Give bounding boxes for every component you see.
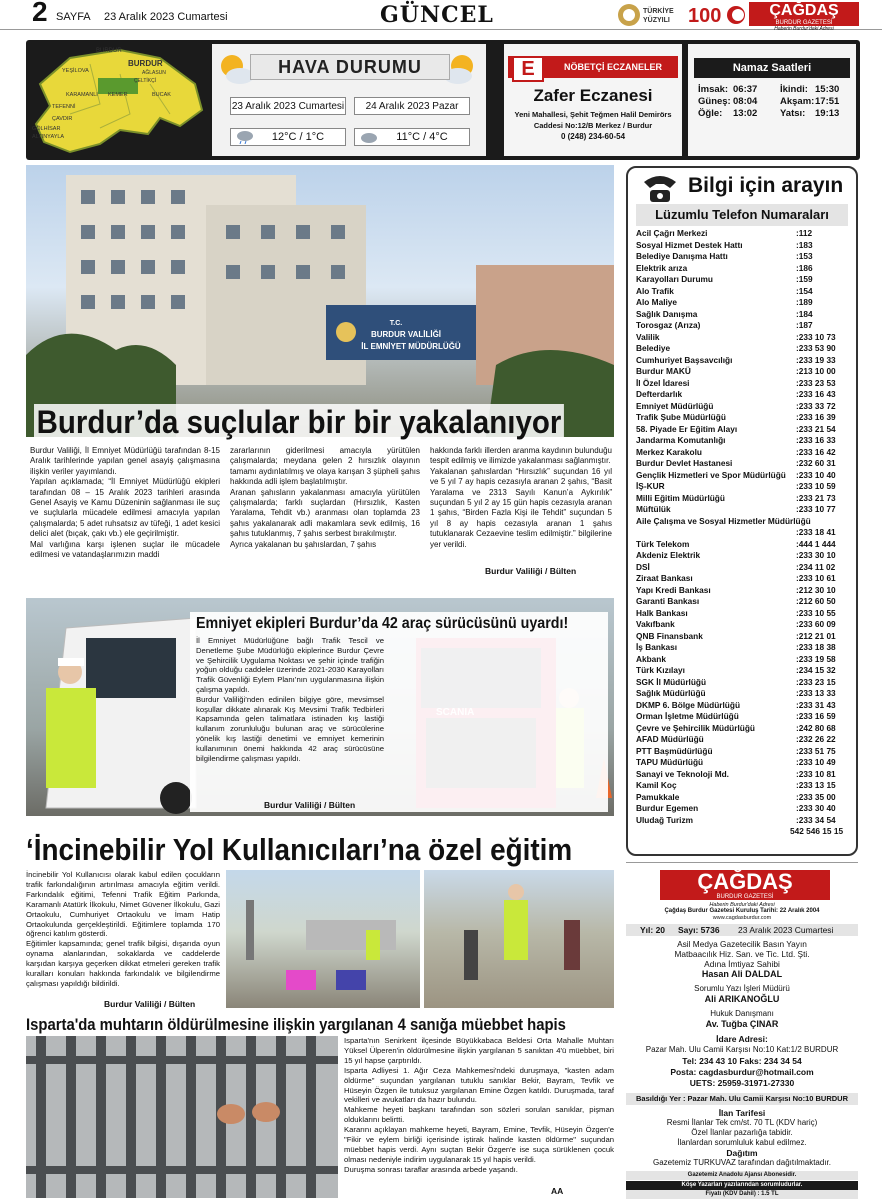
page-label: SAYFA [56, 11, 91, 23]
phone-entry-name: Gençlik Hizmetleri ve Spor Müdürlüğü [636, 469, 786, 480]
phone-entry-number: :233 10 59 [796, 481, 836, 491]
phone-entry-name: Orman İşletme Müdürlüğü [636, 711, 739, 721]
phone-entry-number: :187 [796, 320, 813, 330]
phone-entry-number: :233 35 00 [796, 791, 836, 802]
article1-col1: Burdur Valiliği, İl Emniyet Müdürlüğü tarafından 8-15 Aralık tarihlerinde yapılan genel asayiş çalışmasına ilişkin veriler yayımlandı. Yapılan açıklamada; “İl Emniyet Müdürlüğü ekipleri tarafından 08 – 15 Aralık 2023 tarihleri arasında Genel Asayiş ve Kamu Düzeninin sağlanması ile suç ve suçlularla mücadele edilmesi amacıyla yapılan çalışmalarda; 5 adet ruhsatsız av tüfeği, 1 adet kesici delici alet (bıçak, çakı vb.) ele geçirilmiştir. Mal varlığına karşı işlenen suçlar ile mücadele edilmesi ve vatandaşlarımızın maddi [30, 446, 220, 560]
newspaper-logo: ÇAĞDAŞ BURDUR GAZETESİ [749, 2, 859, 26]
phone-entry-number: :184 [796, 308, 813, 319]
phone-entry-number: :112 [796, 228, 813, 238]
masthead-uets: UETS: 25959-31971-27330 [689, 1078, 795, 1088]
phone-entry-number: :234 15 32 [796, 665, 836, 675]
map-label: AĞLASUN [142, 70, 166, 76]
pharmacy-address1: Yeni Mahallesi, Şehit Teğmen Halil Demirörs [514, 110, 672, 119]
phone-entry-name: QNB Finansbank [636, 630, 703, 641]
directory-title: Bilgi için arayın [688, 174, 844, 197]
pharmacy-heading: NÖBETÇİ ECZANELER [508, 56, 678, 78]
aksam-time: 17:51 [815, 96, 840, 107]
phone-entry-name: Sanayi ve Teknoloji Md. [636, 768, 729, 779]
phone-entry-name: Sağlık Müdürlüğü [636, 688, 706, 698]
phone-entry-name: Alo Maliye [636, 297, 678, 307]
turkiye-yuzyili-logo [617, 2, 677, 28]
phone-entry-name: Kamil Koç [636, 780, 677, 790]
phone-entry-name: Cumhuriyet Başsavcılığı [636, 354, 733, 365]
imsak-time: 06:37 [733, 84, 758, 95]
phone-icon [640, 170, 680, 206]
kids-park-photo-2 [424, 870, 614, 1008]
masthead-dist: Gazetemiz TURKUVAZ tarafından dağıtılmaktadır. [653, 1158, 831, 1167]
phone-entry-number: :212 30 10 [796, 584, 836, 595]
phone-entry-name: Türk Telekom [636, 538, 690, 549]
section-title: GÜNCEL [380, 2, 494, 28]
phone-entry-name: Müftülük [636, 504, 671, 514]
map-label: GÖLHİSAR [32, 126, 61, 132]
weather-day2: 24 Aralık 2023 Pazar [354, 97, 470, 115]
article1-col2: zararlarının giderilmesi amacıyla yürütülen çalışmalarda; meydana gelen 2 hırsızlık olayının tamamı aydınlatılmış ve olaya karışan 3 şüpheli şahıs hakkında adli işlem başlatılmıştır. Aranan şahısların yakalanması amacıyla yürütülen çalışmalarda; farklı suçlardan (Hırsızlık, Kasten Yaralama, Tehdit vb.) aranması olan toplamda 23 şahıs yakalanarak adli makamlara sevk edilmiş, 16 şahıs tutuklanmış, 7 şahıs serbest bırakılmıştır. Ayrıca yakalanan bu şahıslardan, 7 şahıs [230, 446, 420, 549]
phone-entry-number: :213 10 00 [796, 366, 836, 376]
phone-entry-name: Pamukkale [636, 791, 680, 802]
masthead-email: Posta: cagdasburdur@hotmail.com [670, 1067, 814, 1077]
phone-entry-number: :233 33 72 [796, 400, 836, 411]
masthead-owner-name: Hasan Ali DALDAL [701, 969, 783, 979]
masthead-dist-label: Dağıtım [726, 1148, 758, 1158]
phone-entry-name: Valilik [636, 331, 660, 342]
masthead-web: www.cagdasburdur.com [712, 915, 772, 921]
ogle-time: 13:02 [733, 108, 758, 119]
phone-entry-number: :233 30 40 [796, 803, 836, 813]
phone-entry-name: Ziraat Bankası [636, 573, 693, 583]
phone-entry-name: Elektrik arıza [636, 262, 688, 273]
newspaper-slogan: Haberin Burdur'daki Adresi [774, 26, 834, 32]
phone-entry-number: :212 60 50 [796, 596, 836, 606]
phone-entry-name: Türk Kızılayı [636, 665, 685, 675]
phone-entry-name: İl Özel İdaresi [636, 377, 690, 388]
svg-text:YÜZYILI: YÜZYILI [643, 17, 670, 24]
masthead-logo: ÇAĞDAŞ [660, 870, 830, 900]
map-label: KEMER [108, 92, 128, 98]
phone-entry-number: :159 [796, 274, 813, 284]
article4-body: Isparta'nın Senirkent ilçesinde Büyükkabaca Beldesi Orta Mahalle Muhtarı Yüksel Ülperen'in öldürülmesine ilişkin yargılanan 5 sanıktan 4'ü müebbet, biri 15 yıl hapse çarptırıldı. Isparta Adliyesi 1. Ağır Ceza Mahkemesi'ndeki duruşmaya, "kasten adam öldürme" suçundan yargılanan tutuklu sanıklar Bekir, Bayram, Tevfik ve Hüseyin Özgen ile tutuksuz yargılanan Emine Özgen katıldı. Duruşmada, taraf vekilleri ve avukatları da hazır bulundu. Mahkeme heyeti başkanı tarafından son sözleri sorulan sanıklar, pişman olduklarını belirtti. Kararını açıklayan mahkeme heyeti, Bayram, Emine, Tevfik, Hüseyin Özgen'e "Fikir ve eylem birliği içerisinde iştirak halinde kasten öldürme" suçundan müebbet hapis verdi. Aynı suçtan Bekir Özgen'e ise suça sürüklenen çocuk olması nedeniyle indirim uygulanarak 15 yıl hapis verildi. Duruşma sonrası taraflar arasında arbede yaşandı. [344, 1036, 614, 1174]
phone-entry-name: Uludağ Turizm [636, 814, 694, 825]
phone-entry-name: Torosgaz (Arıza) [636, 320, 701, 330]
masthead-founded: Çağdaş Burdur Gazetesi Kuruluş Tarihi: 22 Aralık 2004 [664, 908, 820, 914]
masthead-tel: Tel: 234 43 10 Faks: 234 34 54 [682, 1056, 802, 1066]
directory-subtitle: Lüzumlu Telefon Numaraları [636, 204, 848, 226]
phone-entry-name: Merkez Karakolu [636, 446, 702, 457]
article3-sign: Burdur Valiliği / Bülten [104, 999, 196, 1009]
article4-sign: AA [551, 1186, 564, 1196]
phone-entry-number: :444 1 444 [796, 538, 836, 549]
masthead-logo-sub: BURDUR GAZETESİ [716, 894, 774, 900]
phone-entry-name: Yapı Kredi Bankası [636, 584, 711, 595]
phone-entry-number: :233 16 59 [796, 711, 836, 721]
phone-entry-name: Emniyet Müdürlüğü [636, 400, 714, 411]
masthead-price: Fiyatı (KDV Dahil) : 1.5 TL [626, 1190, 858, 1199]
phone-entry-number: :183 [796, 239, 813, 250]
masthead-aa: Gazetemiz Anadolu Ajansı Abonesidir. [626, 1171, 858, 1180]
phone-entry-name: TAPU Müdürlüğü [636, 757, 704, 767]
phone-entry-number: :233 23 15 [796, 676, 836, 687]
phone-entry-name: Burdur Egemen [636, 803, 699, 813]
republic-100-logo [686, 2, 746, 28]
phone-entry-name: Sosyal Hizmet Destek Hattı [636, 239, 743, 250]
masthead-date: 23 Aralık 2023 Cumartesi [738, 925, 834, 935]
masthead-address-label: İdare Adresi: [716, 1034, 768, 1044]
phone-entry-name: AFAD Müdürlüğü [636, 734, 704, 744]
masthead-year: Yıl: 20 [640, 925, 666, 935]
phone-entry-number: :233 16 39 [796, 412, 836, 422]
phone-entry-number: :233 34 54 [796, 814, 836, 825]
phone-entry-name: Milli Eğitim Müdürlüğü [636, 492, 725, 503]
masthead-ad1: Resmi İlanlar Tek cm/st. 70 TL (KDV hariç) [666, 1118, 818, 1127]
map-label: ÇAVDIR [52, 116, 73, 122]
phone-entry-number: :233 16 42 [796, 446, 836, 457]
masthead-owner1: Asil Medya Gazetecilik Basın Yayın [677, 939, 807, 949]
phone-entry-name: Jandarma Komutanlığı [636, 435, 726, 445]
phone-entry-number: :232 26 22 [796, 734, 836, 744]
phone-entry-number: :233 18 38 [796, 642, 836, 652]
weather-title: HAVA DURUMU [250, 54, 450, 80]
gunes-time: 08:04 [733, 96, 758, 107]
aksam-label: Akşam: [780, 96, 815, 107]
cloud-icon [360, 130, 378, 149]
article1-headline: Burdur’da suçlular bir bir yakalanıyor [34, 404, 564, 440]
phone-entry-number: :233 31 43 [796, 699, 836, 710]
ogle-label: Öğle: [698, 108, 723, 119]
masthead-owner2: Matbaacılık Hiz. San. ve Tic. Ltd. Şti. [674, 949, 810, 959]
phone-entry-name: DSİ [636, 561, 650, 572]
phone-entry-name: Belediye Danışma Hattı [636, 251, 728, 261]
kids-park-photo-1 [226, 870, 420, 1008]
phone-entry-number: :233 53 90 [796, 343, 836, 353]
phone-entry-number: :233 10 49 [796, 757, 836, 767]
phone-entry-number: :233 10 40 [796, 469, 836, 480]
map-label: ALTINYAYLA [32, 134, 65, 140]
phone-entry-name: 58. Piyade Er Eğitim Alayı [636, 423, 738, 434]
phone-entry-name: Akbank [636, 653, 666, 664]
masthead-editor: Ali ARIKANOĞLU [704, 994, 780, 1004]
map-label: TEFENNİ [52, 104, 76, 110]
phone-entry-name: Aile Çalışma ve Sosyal Hizmetler Müdürlüğü [636, 515, 811, 526]
phone-entry-name: Sağlık Danışma [636, 308, 698, 319]
phone-entry-number: :233 13 15 [796, 780, 836, 790]
masthead-slogan: Haberin Burdur'daki Adresi [709, 902, 775, 908]
phone-entry-name: Trafik Şube Müdürlüğü [636, 412, 726, 422]
gunes-label: Güneş: [698, 96, 731, 107]
masthead-legal-label: Hukuk Danışmanı [710, 1009, 774, 1018]
phone-entry-number: :233 10 55 [796, 607, 836, 618]
phone-entry-name: SGK İl Müdürlüğü [636, 676, 707, 687]
phone-entry-number: :233 30 10 [796, 550, 836, 560]
phone-entry-name: Halk Bankası [636, 607, 688, 618]
pharmacy-phone: 0 (248) 234-60-54 [560, 132, 626, 141]
phone-entry-number: :233 21 54 [796, 423, 836, 434]
svg-text:TÜRKİYE: TÜRKİYE [643, 8, 674, 15]
masthead-ad-label: İlan Tarifesi [718, 1108, 766, 1118]
sign-tc: T.C. [389, 320, 403, 327]
prayer-title: Namaz Saatleri [732, 62, 812, 74]
pharmacy-e-icon: E [512, 56, 544, 82]
phone-entry-number: :154 [796, 285, 813, 296]
phone-entry-number: :232 60 31 [796, 458, 836, 468]
map-label: ÇELTİKÇİ [134, 78, 157, 84]
phone-entry-number: :233 10 73 [796, 331, 836, 342]
masthead-ad3: İlanlardan sorumluluk kabul edilmez. [677, 1138, 807, 1147]
masthead-issue: Sayı: 5736 [678, 925, 720, 935]
phone-entry-number: :233 23 53 [796, 377, 836, 388]
svg-text:100: 100 [688, 5, 722, 27]
phone-entry-name: Defterdarlık [636, 389, 683, 399]
phone-entry-number: :233 16 43 [796, 389, 836, 399]
phone-entry-number: :234 11 02 [796, 561, 836, 572]
phone-entry-name: İş Bankası [636, 642, 678, 652]
article3-body: İncinebilir Yol Kullanıcısı olarak kabul edilen çocukların trafik farkındalığının artırılması amacıyla eğitim verildi. Farkındalık eğitimi, Tefenni Trafik Eğitim Parkında, Karamanlı Atatürk İlkokulu, Nimet Güvener İlkokulu, Gazi Ortaokulu, Cumhuriyet Ortaokulu ve İmam Hatip Ortaokulunda gerçekleştirildi. Eğitimlere toplamda 170 öğrenci katılım gösterdi. Eğitimler kapsamında; genel trafik bilgisi, dışarıda oyun oynama alanlarından, sokaklarda ve caddelerde karşıdan karşıya geçerken dikkat etmeleri gereken trafik kuralları konuları hakkında farkındalık ve bilgilendirme çalışması yapıldığı bildirildi. [26, 870, 220, 988]
map-label: YEŞİLOVA [62, 68, 89, 74]
phone-entry-name: DKMP 6. Bölge Müdürlüğü [636, 699, 741, 710]
masthead-owner3: Adına İmtiyaz Sahibi [704, 959, 780, 969]
phone-entry-number: :233 10 81 [796, 768, 836, 779]
masthead-kose: Köşe Yazarları yazılarından sorumludurlar. [626, 1181, 858, 1190]
ikindi-label: İkindi: [780, 84, 808, 95]
yatsi-label: Yatsı: [780, 108, 806, 119]
article2-body: İl Emniyet Müdürlüğüne bağlı Trafik Tescil ve Denetleme Şube Müdürlüğü ekiplerince Burdur Çevre ve Şehircilik Uygulama Noktası ve şehir içinde trafiğin yoğun olduğu caddeler üzerinde 2021-2030 Karayolları Trafik Güvenliği Eylem Planı’nın uygulanmasına ilişkin çalışma yapıldı. Burdur Valiliği’nden edinilen bilgiye göre, mevsimsel koşullar dikkate alınarak Kış Mevsimi Trafik Tedbirleri Kapsamında gelen talimatlara istinaden kış lastiği kullanım zorunluluğu bulunan araç ve sürücülerine yönelik kış lastiği denetimi ve emniyet kemerinin kullanımının önemi hakkında 42 araç sürücüsüne bilgilendirme çalışması yapıldı. [196, 636, 384, 763]
map-label: BURDUR [128, 59, 163, 68]
phone-entry-number: 542 546 15 15 [790, 826, 844, 836]
article1-sign: Burdur Valiliği / Bülten [485, 566, 577, 576]
phone-entry-number: :233 16 33 [796, 435, 836, 445]
phone-entry-number: :233 10 77 [796, 504, 836, 514]
burdur-map [30, 44, 210, 156]
phone-entry-number: :233 10 61 [796, 573, 836, 583]
article2-sign: Burdur Valiliği / Bülten [264, 800, 356, 810]
header-date: 23 Aralık 2023 Cumartesi [104, 11, 228, 23]
phone-entry-name: Garanti Bankası [636, 596, 700, 606]
phone-entry-number: :233 18 41 [796, 527, 836, 537]
phone-entry-number: :212 21 01 [796, 630, 836, 641]
phone-entry-number: :233 19 33 [796, 354, 836, 365]
article3-headline: ‘İncinebilir Yol Kullanıcıları’na özel eğitim [26, 832, 573, 867]
phone-entry-number: :233 21 73 [796, 492, 836, 503]
phone-entry-name: Alo Trafik [636, 285, 674, 296]
yatsi-time: 19:13 [815, 108, 840, 119]
page-number: 2 [32, 0, 48, 27]
phone-entry-number: :186 [796, 262, 813, 273]
prison-bars-photo [26, 1036, 338, 1198]
article4-headline: Isparta'da muhtarın öldürülmesine ilişkin yargılanan 4 sanığa müebbet hapis [26, 1016, 566, 1034]
imsak-label: İmsak: [698, 84, 729, 95]
article1-col3: hakkında farklı illerden aranma kaydının bulunduğu tespit edilmiş ve ilimizde yakalanması sağlanmıştır. Yakalanan şahıslardan “Hırsızlık” suçundan 16 yıl ve 5 yıl 7 ay hapis cezasıyla aranan 2 şahıs, “Basit Yaralama ve 2313 Sayılı Kanun’a Aykırılık” suçundan 5 yıl 2 ay 15 gün hapis cezasıyla aranan 1 şahıs, “Birden Fazla Kişi ile Tehdit” suçundan 5 yıl 8 ay hapis cezasıyla aranan 1 şahıs tutuklanarak Cezaevine teslim edilmiştir.” bilgilerine yer verildi. [430, 446, 612, 549]
phone-entry-name: Belediye [636, 343, 671, 353]
phone-entry-number: :242 80 68 [796, 722, 836, 733]
map-label: BURDUR [96, 48, 122, 54]
sign-emniyet: İL EMNİYET MÜDÜRLÜĞÜ [361, 342, 461, 351]
article2-headline: Emniyet ekipleri Burdur’da 42 araç sürücüsünü uyardı! [196, 615, 569, 632]
weather-temp2: 11°C / 4°C [354, 128, 470, 146]
phone-entry-name: Acil Çağrı Merkezi [636, 228, 708, 238]
phone-entry-name: PTT Başmüdürlüğü [636, 745, 713, 756]
masthead-editor-label: Sorumlu Yazı İşleri Müdürü [694, 984, 790, 993]
rain-cloud-icon [236, 130, 254, 149]
masthead-legal: Av. Tuğba ÇINAR [705, 1019, 779, 1029]
masthead-address: Pazar Mah. Ulu Camii Karşısı No:10 Kat:1/2 BURDUR [645, 1045, 839, 1054]
ikindi-time: 15:30 [815, 84, 840, 95]
phone-entry-name: Burdur Devlet Hastanesi [636, 458, 733, 468]
sign-valilik: BURDUR VALİLİĞİ [370, 330, 442, 339]
phone-entry-name: Karayolları Durumu [636, 274, 713, 284]
phone-entry-name: Çevre ve Şehircilik Müdürlüğü [636, 722, 755, 733]
phone-entry-number: :233 60 09 [796, 619, 836, 629]
phone-entry-name: İŞ-KUR [636, 481, 665, 491]
pharmacy-name: Zafer Eczanesi [533, 86, 653, 105]
phone-entry-number: :233 13 33 [796, 688, 836, 698]
police-building-photo [26, 165, 614, 437]
phone-entry-name: Akdeniz Elektrik [636, 550, 701, 560]
weather-temp1: 12°C / 1°C [230, 128, 346, 146]
phone-entry-number: :153 [796, 251, 813, 261]
masthead-print: Basıldığı Yer : Pazar Mah. Ulu Camii Karşısı No:10 BURDUR [626, 1093, 858, 1105]
phone-entry-number: :233 19 58 [796, 653, 836, 664]
phone-entry-name: Vakıfbank [636, 619, 675, 629]
masthead-ad2: Özel İlanlar pazarlığa tabidir. [691, 1128, 793, 1137]
phone-entry-number: :189 [796, 297, 813, 307]
phone-entry-name: Burdur MAKÜ [636, 366, 691, 376]
weather-day1: 23 Aralık 2023 Cumartesi [230, 97, 346, 115]
map-label: BUCAK [152, 92, 171, 98]
pharmacy-address2: Caddesi No:12/B Merkez / Burdur [533, 121, 653, 130]
map-label: KARAMANLI [66, 92, 98, 98]
phone-entry-number: :233 51 75 [796, 745, 836, 756]
